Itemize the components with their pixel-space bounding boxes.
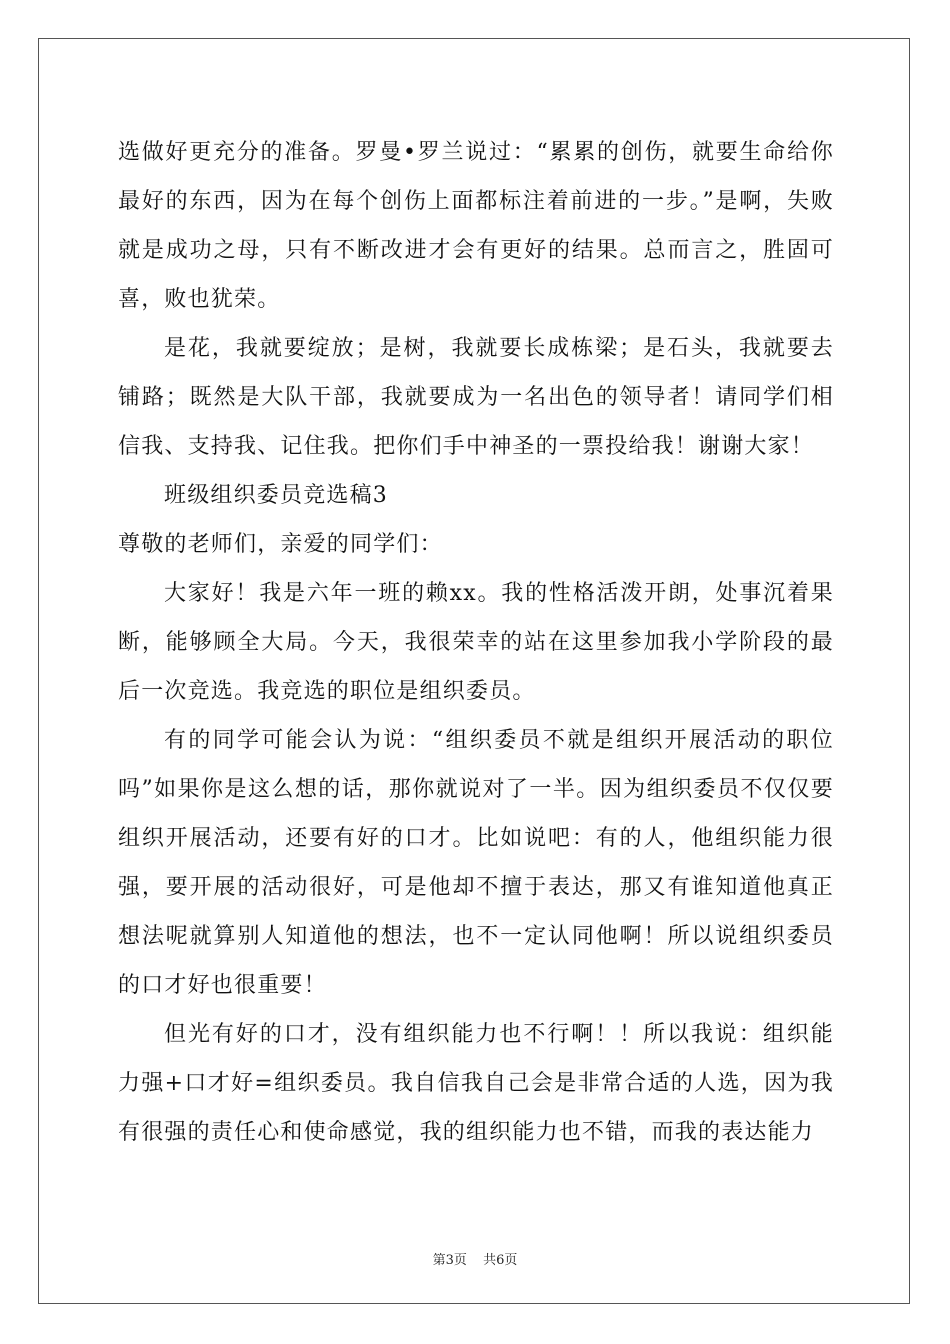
paragraph-7: 但光有好的口才，没有组织能力也不行啊！！所以我说：组织能力强+口才好=组织委员。我自信我自己会是非常合适的人选，因为我有很强的责任心和使命感觉，我的组织能力也不错，而我的表达能力 (118, 1022, 834, 1145)
document-body (118, 128, 834, 1157)
paragraph-5: 大家好！我是六年一班的赖xx。我的性格活泼开朗，处事沉着果断，能够顾全大局。今天，我很荣幸的站在这里参加我小学阶段的最后一次竞选。我竞选的职位是组织委员。 (118, 581, 834, 704)
page-total: 共6页 (483, 1253, 518, 1268)
paragraph-6: 有的同学可能会认为说：“组织委员不就是组织开展活动的职位吗”如果你是这么想的话，那你就说对了一半。因为组织委员不仅仅要组织开展活动，还要有好的口才。比如说吧：有的人，他组织能力很强，要开展的活动很好，可是他却不擅于表达，那又有谁知道他真正想法呢就算别人知道他的想法，也不一定认同他啊！所以说组织委员的口才好也很重要！ (118, 728, 834, 998)
paragraph-1: 选做好更充分的准备。罗曼•罗兰说过：“累累的创伤，就要生命给你最好的东西，因为在每个创伤上面都标注着前进的一步。”是啊，失败就是成功之母，只有不断改进才会有更好的结果。总而言之，胜固可喜，败也犹荣。 (118, 140, 834, 312)
page-number: 第3页 (432, 1253, 467, 1268)
paragraph-2: 是花，我就要绽放；是树，我就要长成栋梁；是石头，我就要去铺路；既然是大队干部，我就要成为一名出色的领导者！请同学们相信我、支持我、记住我。把你们手中神圣的一票投给我！谢谢大家！ (118, 336, 834, 459)
salutation: 尊敬的老师们，亲爱的同学们： (118, 532, 443, 557)
page-footer (0, 1249, 950, 1268)
section-heading: 班级组织委员竞选稿3 (164, 483, 388, 508)
